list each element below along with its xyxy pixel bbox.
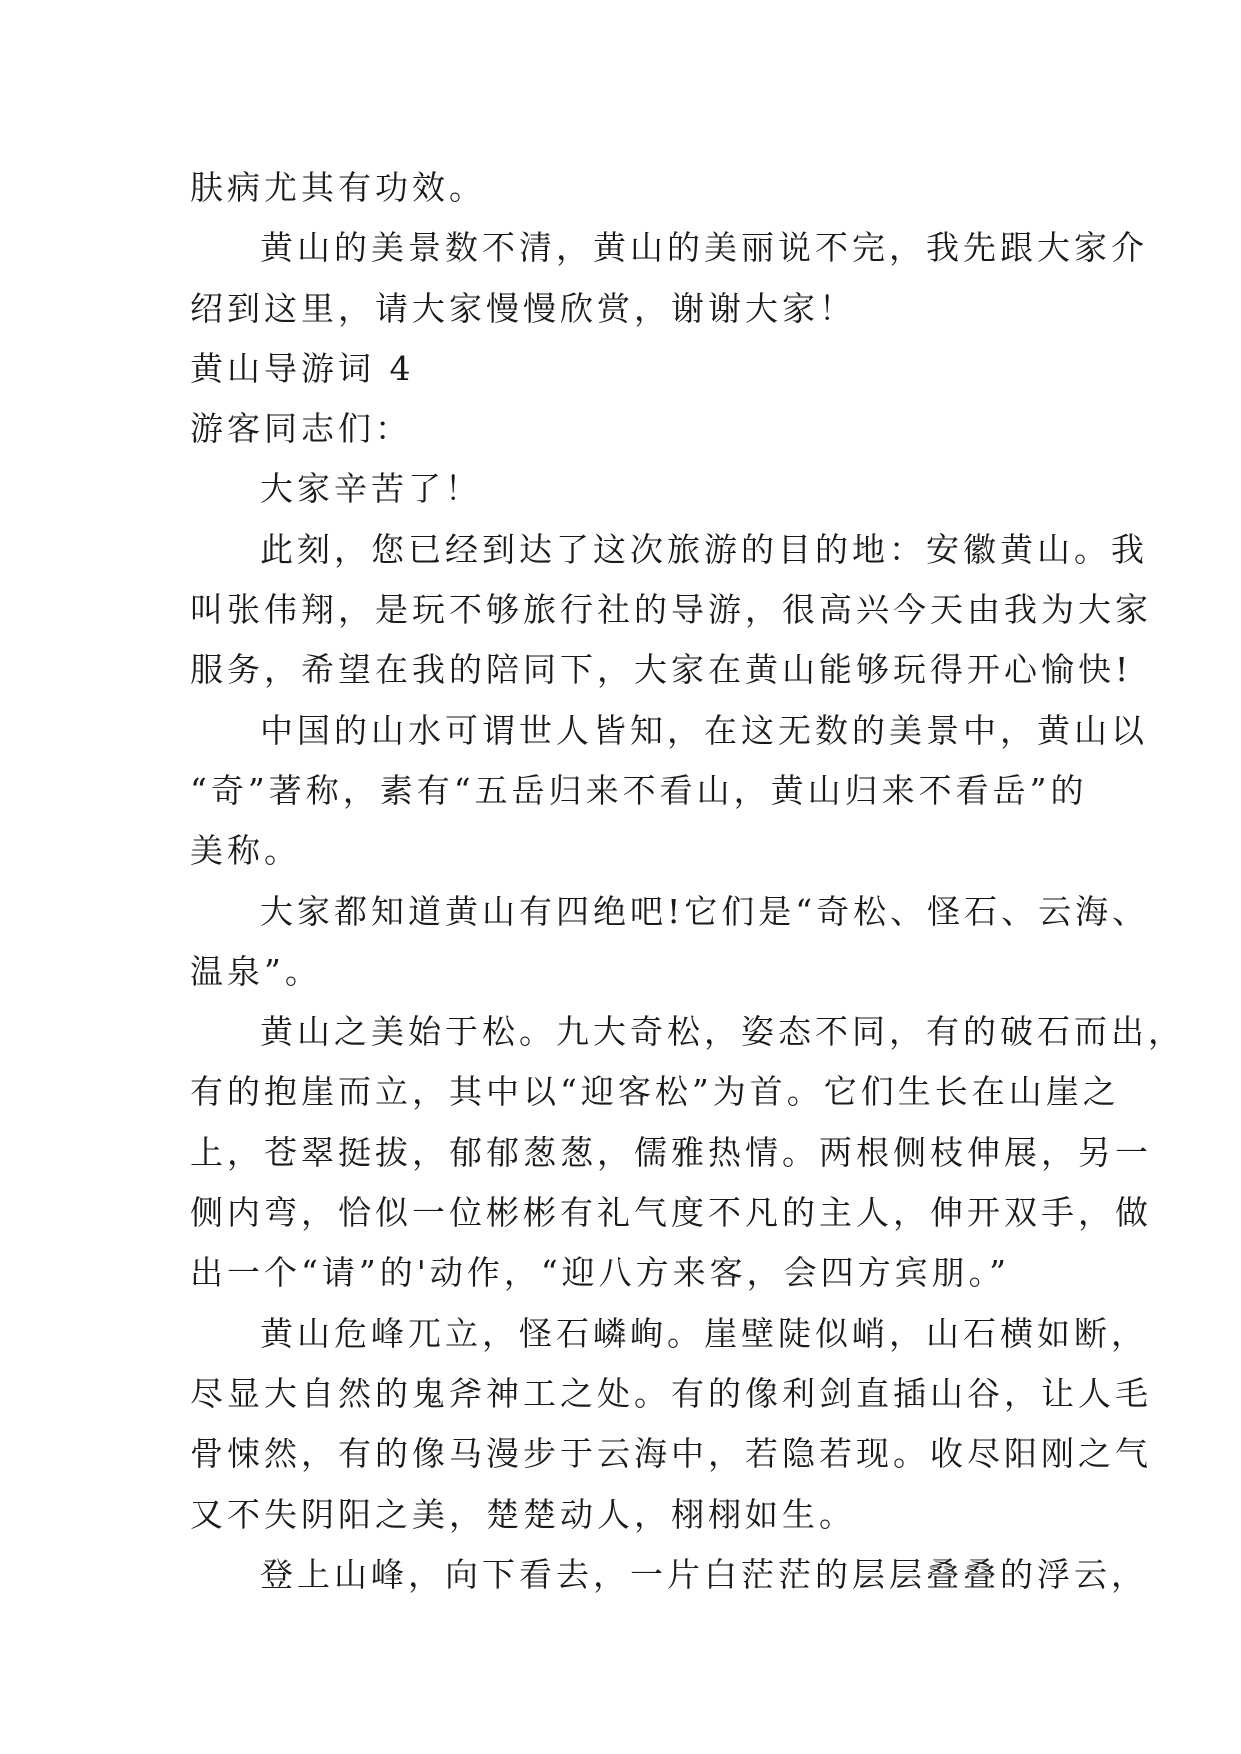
text-line: “奇”著称，素有“五岳归来不看山，黄山归来不看岳”的: [190, 770, 1088, 810]
text-line: 侧内弯，恰似一位彬彬有礼气度不凡的主人，伸开双手，做: [190, 1193, 1152, 1233]
text-line: 黄山的美景数不清，黄山的美丽说不完，我先跟大家介: [260, 228, 1148, 268]
text-line: 骨悚然，有的像马漫步于云海中，若隐若现。收尽阳刚之气: [190, 1434, 1152, 1474]
text-line: 服务，希望在我的陪同下，大家在黄山能够玩得开心愉快!: [190, 650, 1133, 690]
text-line: 又不失阴阳之美，楚楚动人，栩栩如生。: [190, 1494, 856, 1534]
document-body: [190, 158, 1185, 1605]
text-line: 中国的山水可谓世人皆知，在这无数的美景中，黄山以: [260, 710, 1148, 750]
text-line: 黄山危峰兀立，怪石嶙峋。崖壁陡似峭，山石横如断，: [260, 1313, 1148, 1353]
text-line: 上，苍翠挺拔，郁郁葱葱，儒雅热情。两根侧枝伸展，另一: [190, 1132, 1152, 1172]
text-line: 大家都知道黄山有四绝吧!它们是“奇松、怪石、云海、: [260, 891, 1150, 931]
text-line: 绍到这里，请大家慢慢欣赏，谢谢大家！: [190, 288, 856, 328]
salutation: 游客同志们：: [190, 409, 412, 449]
text-line: 温泉”。: [190, 951, 322, 991]
text-line: 尽显大自然的鬼斧神工之处。有的像利剑直插山谷，让人毛: [190, 1373, 1152, 1413]
text-line: 此刻，您已经到达了这次旅游的目的地：安徽黄山。我: [260, 529, 1148, 569]
section-heading: 黄山导游词 4: [190, 348, 415, 388]
text-line: 美称。: [190, 831, 301, 871]
text-line: 黄山之美始于松。九大奇松，姿态不同，有的破石而出，: [260, 1012, 1185, 1052]
text-line: 大家辛苦了！: [260, 469, 482, 509]
text-line: 肤病尤其有功效。: [190, 168, 486, 207]
text-line: 出一个“请”的'动作，“迎八方来客，会四方宾朋。”: [190, 1253, 1011, 1293]
text-line: 登上山峰，向下看去，一片白茫茫的层层叠叠的浮云，: [260, 1554, 1148, 1594]
text-line: 有的抱崖而立，其中以“迎客松”为首。它们生长在山崖之: [190, 1072, 1120, 1112]
text-line: 叫张伟翔，是玩不够旅行社的导游，很高兴今天由我为大家: [190, 590, 1152, 630]
